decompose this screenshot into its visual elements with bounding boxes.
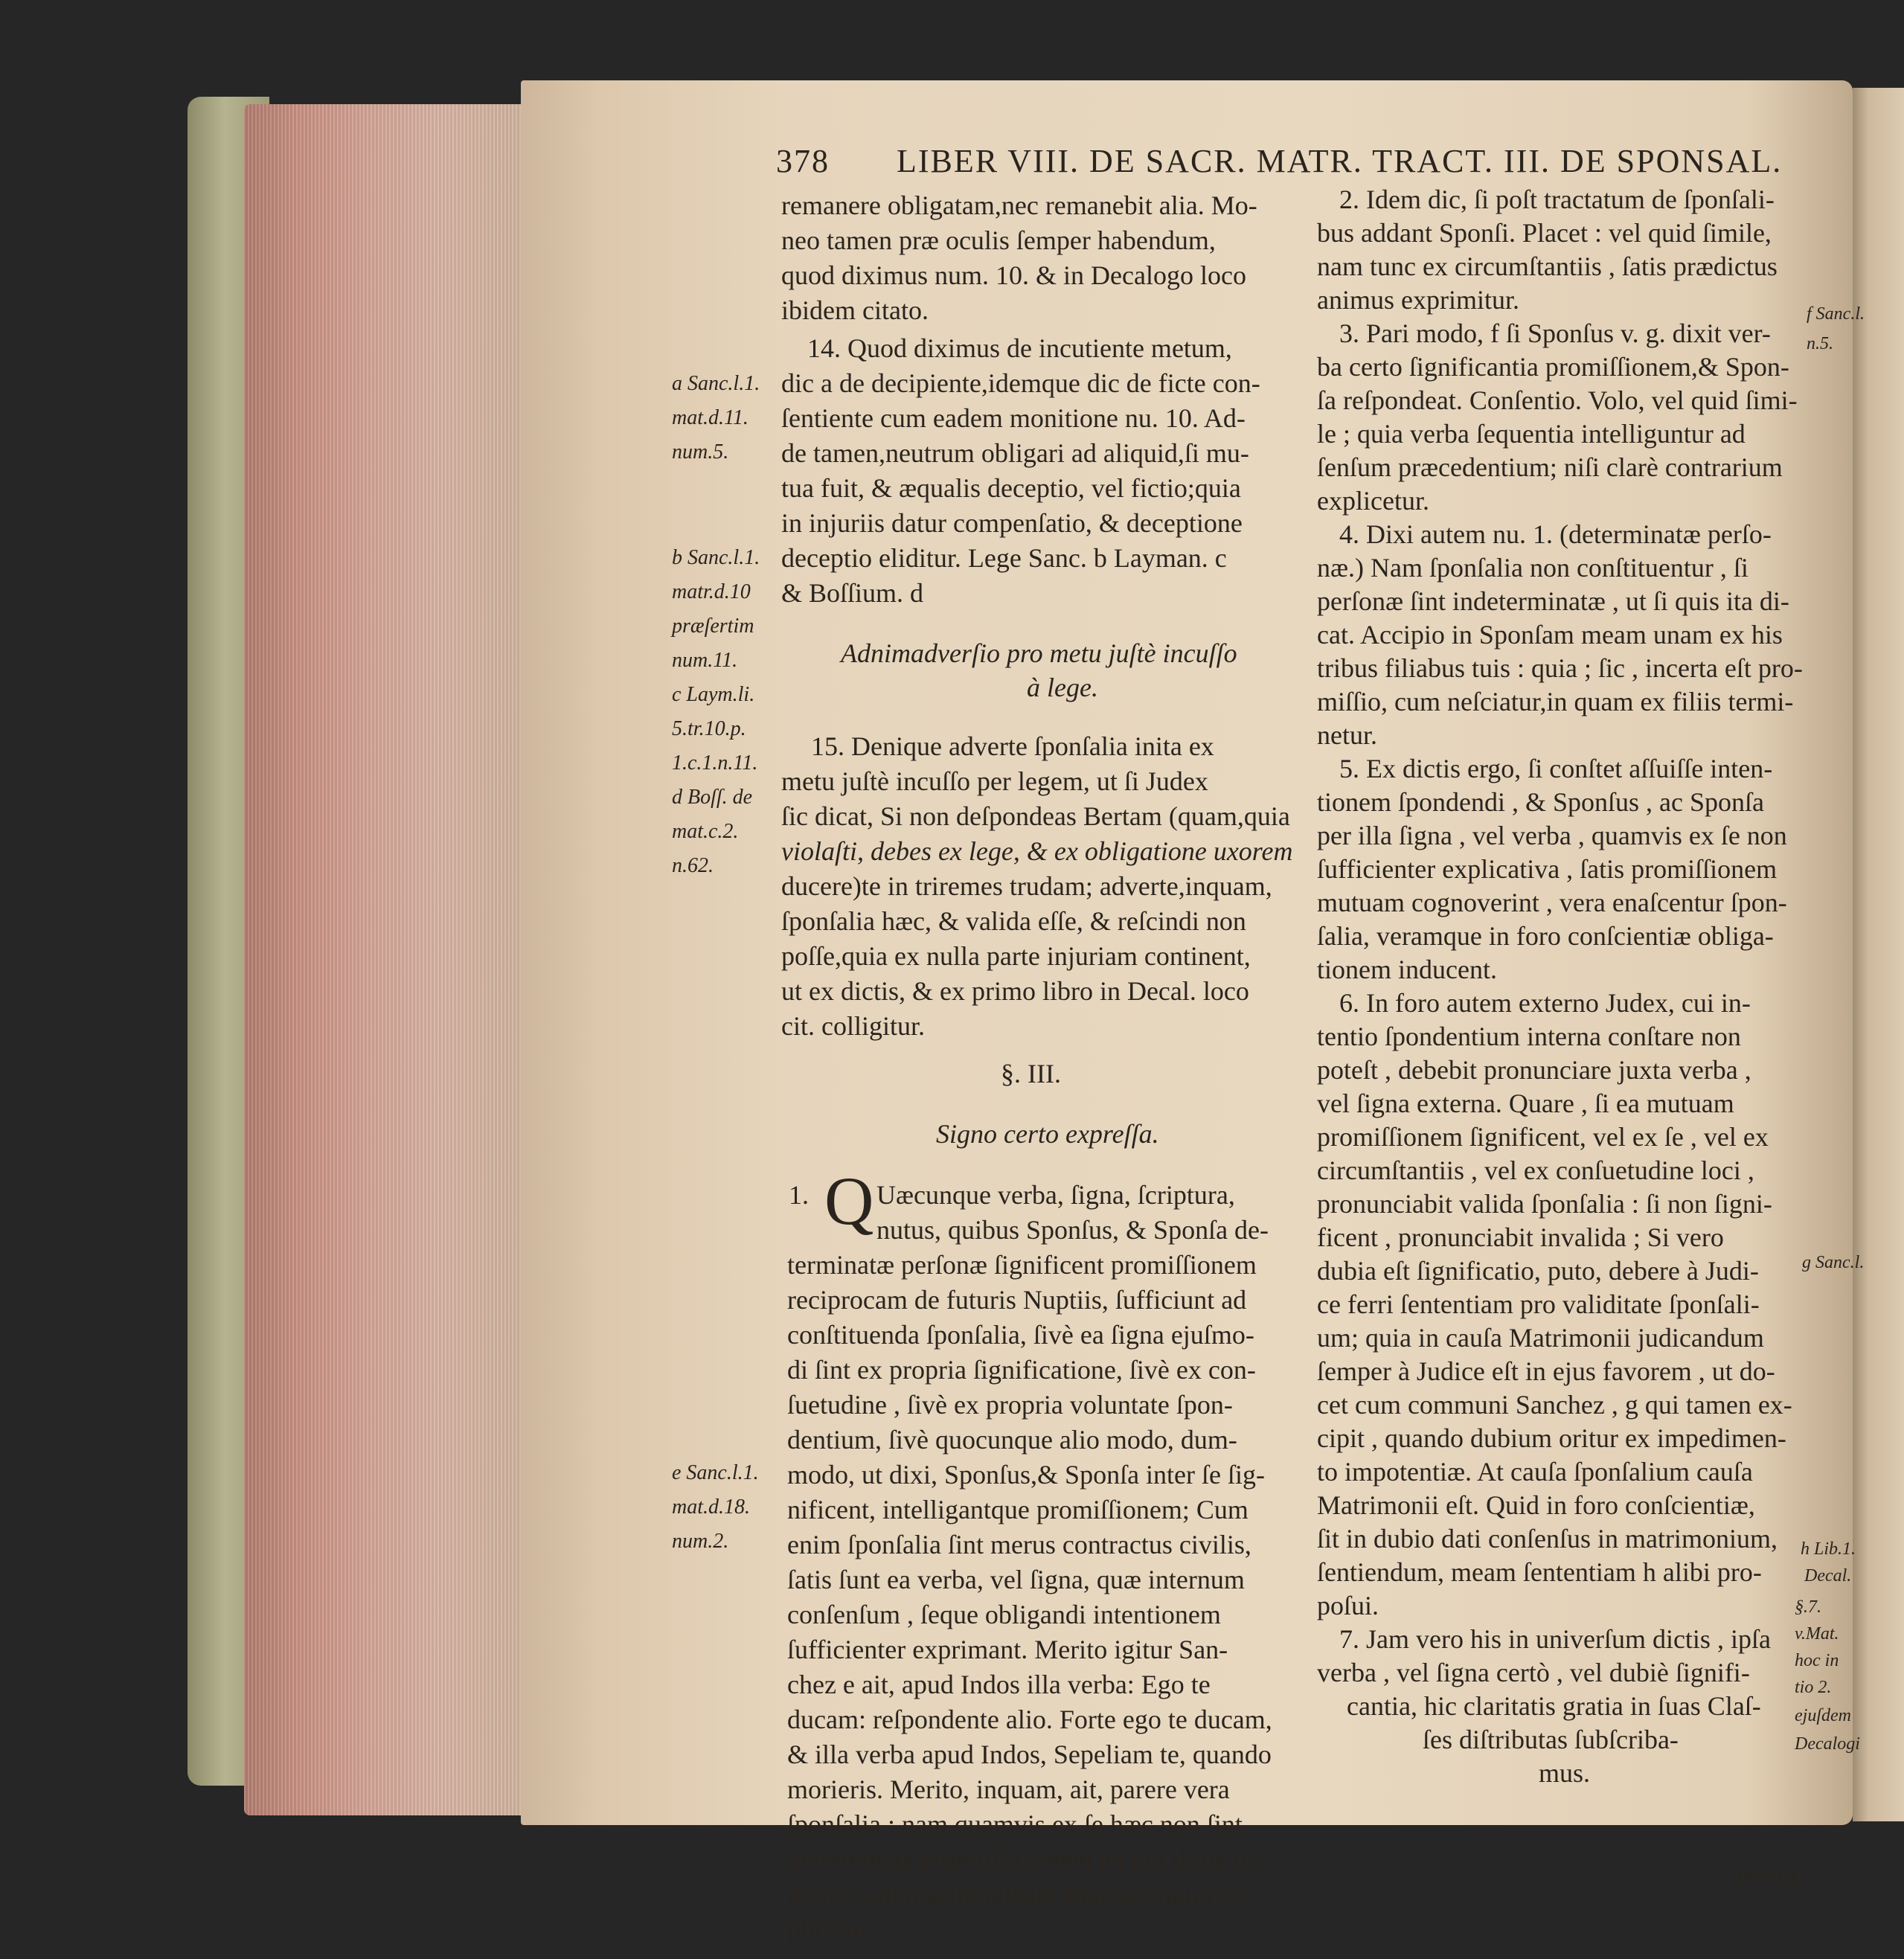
text-line: dentium, ſivè quocunque alio modo, dum- xyxy=(787,1425,1237,1455)
margin-note: d Boſſ. de xyxy=(672,786,753,809)
text-line: poſſe,quia ex nulla parte injuriam continent, xyxy=(781,941,1251,971)
text-line: ſponſalia ; nam quamvis ex ſe hæc non ſint xyxy=(787,1809,1243,1839)
text-line: ſatis ſunt ea verba, vel ſigna, quæ internum xyxy=(787,1565,1245,1594)
margin-note: num.11. xyxy=(672,649,738,672)
text-line: ficent , pronunciabit invalida ; Si vero xyxy=(1317,1222,1724,1252)
text-line: tribus filiabus tuis : quia ; ſic , incerta eſt pro- xyxy=(1317,653,1803,683)
section-mark: §. III. xyxy=(1001,1059,1061,1088)
text-line: modo, ut dixi, Sponſus,& Sponſa inter ſe ſig- xyxy=(787,1460,1265,1490)
text-line: ſalia, veramque in foro conſcientiæ obliga- xyxy=(1317,921,1774,951)
text-line: tionem ſpondendi , & Sponſus , ac Sponſa xyxy=(1317,787,1764,817)
text-line: determinata promiſſio,tamen ex uſu illius re- xyxy=(787,1844,1262,1874)
next-page-edge xyxy=(1853,88,1904,1821)
text-line: remanere obligatam,nec remanebit alia. Mo- xyxy=(781,190,1257,220)
text-line: de tamen,neutrum obligari ad aliquid,ſi mu- xyxy=(781,438,1249,468)
margin-note: 1.c.1.n.11. xyxy=(672,751,758,775)
page-edges xyxy=(244,104,527,1815)
text-line: cet cum communi Sanchez , g qui tamen ex- xyxy=(1317,1390,1792,1420)
text-line: ſuetudine , ſivè ex propria voluntate ſpon- xyxy=(787,1390,1233,1420)
text-line: poteſt , debebit pronunciare juxta verba , xyxy=(1317,1055,1751,1085)
text-line: di ſint ex propria ſignificatione, ſivè ex con- xyxy=(787,1355,1256,1385)
text-line: violaſti, debes ex lege, & ex obligatione uxorem xyxy=(781,836,1293,866)
text-line: terminatæ perſonæ ſignificent promiſſionem xyxy=(787,1250,1257,1280)
margin-note: mat.d.11. xyxy=(672,406,749,429)
text-line: ibidem citato. xyxy=(781,295,929,325)
text-line: tua fuit, & æqualis deceptio, vel fictio;quia xyxy=(781,473,1241,503)
margin-note: e Sanc.l.1. xyxy=(672,1461,759,1484)
text-line: Uæcunque verba, ſigna, ſcriptura, xyxy=(876,1180,1235,1210)
text-line: tionem inducent. xyxy=(1317,955,1497,984)
text-line: gionis, animus ſpondendi Matrimonium ex- xyxy=(787,1879,1254,1909)
margin-note: mat.c.2. xyxy=(672,820,739,843)
text-line: ut ex dictis, & ex primo libro in Decal. loco xyxy=(781,976,1249,1006)
margin-note: num.2. xyxy=(672,1530,729,1553)
text-line: cantia, hic claritatis gratia in ſuas Claſ- xyxy=(1347,1691,1761,1721)
text-line: 5. Ex dictis ergo, ſi conſtet aſſuiſſe inten- xyxy=(1339,754,1773,783)
margin-note: f Sanc.l. xyxy=(1807,304,1865,324)
text-line: dubia eſt ſignificatio, puto, debere à Judi- xyxy=(1317,1256,1759,1286)
margin-note: g Sanc.l. xyxy=(1802,1253,1865,1272)
text-line: cit. colligitur. xyxy=(781,1011,925,1041)
text-line: animus exprimitur. xyxy=(1317,285,1519,315)
margin-note: Decalogi xyxy=(1795,1734,1860,1754)
text-line: ſufficienter exprimant. Merito igitur San- xyxy=(787,1635,1228,1664)
text-line: 2. Idem dic, ſi poſt tractatum de ſponſali- xyxy=(1339,185,1775,214)
text-line: cat. Accipio in Sponſam meam unam ex his xyxy=(1317,620,1783,650)
text-line: ducam: reſpondente alio. Forte ego te ducam, xyxy=(787,1705,1272,1734)
text-line: perſonæ ſint indeterminatæ , ut ſi quis ita di- xyxy=(1317,586,1789,616)
text-line: um; quia in cauſa Matrimonii judicandum xyxy=(1317,1323,1764,1353)
paragraph-number: 1. xyxy=(789,1180,809,1210)
text-line: ſic dicat, Si non deſpondeas Bertam (quam,quia xyxy=(781,801,1290,831)
margin-note: Decal. xyxy=(1804,1566,1852,1586)
margin-note: hoc in xyxy=(1795,1651,1839,1670)
margin-note: tio 2. xyxy=(1795,1678,1832,1697)
text-line: vel ſigna externa. Quare , ſi ea mutuam xyxy=(1317,1088,1734,1118)
margin-note: c Laym.li. xyxy=(672,683,755,706)
text-line: conſenſum , ſeque obligandi intentionem xyxy=(787,1600,1221,1629)
text-line: 6. In foro autem externo Judex, cui in- xyxy=(1339,988,1751,1018)
text-line: nificent, intelligantque promiſſionem; Cum xyxy=(787,1495,1249,1524)
text-line: ſentiendum, meam ſententiam h alibi pro- xyxy=(1317,1557,1762,1587)
subheading: Adnimadverſio pro metu juſtè incuſſo xyxy=(841,638,1237,668)
text-line: miſſio, cum neſciatur,in quam ex filiis termi- xyxy=(1317,687,1794,716)
text-line: ſponſalia hæc, & valida eſſe, & reſcindi non xyxy=(781,906,1246,936)
text-line: netur. xyxy=(1317,720,1377,750)
text-line: dic a de decipiente,idemque dic de ficte con- xyxy=(781,368,1260,398)
text-line: nam tunc ex circumſtantiis , ſatis prædictus xyxy=(1317,251,1778,281)
section-heading: Signo certo expreſſa. xyxy=(936,1119,1159,1149)
text-line: 14. Quod diximus de incutiente metum, xyxy=(807,333,1232,363)
text-line: ſufficienter explicativa , ſatis promiſſionem xyxy=(1317,854,1778,884)
text-line: ſenſum præcedentium; niſi clarè contrarium xyxy=(1317,452,1783,482)
text-line: conſtituenda ſponſalia, ſivè ea ſigna ejuſmo- xyxy=(787,1320,1254,1350)
margin-note: n.62. xyxy=(672,854,714,877)
subheading: à lege. xyxy=(1027,673,1098,702)
text-line: deceptio eliditur. Lege Sanc. b Layman. c xyxy=(781,543,1227,573)
text-line: reciprocam de futuris Nuptiis, ſufficiunt ad xyxy=(787,1285,1247,1315)
text-line: ba certo ſignificantia promiſſionem,& Spon- xyxy=(1317,352,1789,382)
margin-note: b Sanc.l.1. xyxy=(672,546,760,569)
running-title: LIBER VIII. DE SACR. MATR. TRACT. III. DE SPONSAL. xyxy=(897,143,1783,179)
text-line: poſui. xyxy=(1317,1591,1379,1620)
margin-note: præſertim xyxy=(672,615,754,638)
margin-note: v.Mat. xyxy=(1795,1624,1839,1644)
text-line: ducere)te in triremes trudam; adverte,inquam, xyxy=(781,871,1272,901)
text-line: morieris. Merito, inquam, ait, parere vera xyxy=(787,1774,1230,1804)
text-line: plicatur. xyxy=(787,1914,874,1944)
catchword: Verba, xyxy=(1734,1860,1803,1890)
drop-cap: Q xyxy=(824,1163,874,1239)
text-line: per illa ſigna , vel verba , quamvis ex ſe non xyxy=(1317,821,1787,850)
margin-note: n.5. xyxy=(1807,334,1833,353)
text-line: Matrimonii eſt. Quid in foro conſcientiæ, xyxy=(1317,1490,1755,1520)
text-line: chez e ait, apud Indos illa verba: Ego te xyxy=(787,1670,1211,1699)
margin-note: a Sanc.l.1. xyxy=(672,372,760,395)
margin-note: 5.tr.10.p. xyxy=(672,717,746,740)
text-line: pronunciabit valida ſponſalia : ſi non ſigni- xyxy=(1317,1189,1772,1219)
margin-note: ejuſdem xyxy=(1795,1706,1851,1725)
text-line: ſa reſpondeat. Conſentio. Volo, vel quid ſimi- xyxy=(1317,385,1798,415)
text-line: metu juſtè incuſſo per legem, ut ſi Judex xyxy=(781,766,1208,796)
text-line: nutus, quibus Sponſus, & Sponſa de- xyxy=(876,1215,1269,1245)
text-line: tentio ſpondentium interna conſtare non xyxy=(1317,1022,1741,1051)
text-line: neo tamen præ oculis ſemper habendum, xyxy=(781,225,1216,255)
text-line: to impotentiæ. At cauſa ſponſalium cauſa xyxy=(1317,1457,1753,1487)
text-line: næ.) Nam ſponſalia non conſtituentur , ſi xyxy=(1317,553,1748,583)
text-line: enim ſponſalia ſint merus contractus civilis, xyxy=(787,1530,1251,1559)
text-line: explicetur. xyxy=(1317,486,1429,516)
text-line: & illa verba apud Indos, Sepeliam te, quando xyxy=(787,1740,1272,1769)
margin-note: §.7. xyxy=(1795,1597,1821,1617)
margin-note: matr.d.10 xyxy=(672,580,751,603)
text-line: mus. xyxy=(1539,1758,1591,1788)
text-line: quod diximus num. 10. & in Decalogo loco xyxy=(781,260,1246,290)
text-line: ce ferri ſententiam pro validitate ſponſali- xyxy=(1317,1289,1760,1319)
text-line: 4. Dixi autem nu. 1. (determinatæ perſo- xyxy=(1339,519,1772,549)
text-line: circumſtantiis , vel ex conſuetudine loci , xyxy=(1317,1155,1754,1185)
text-line: le ; quia verba ſequentia intelliguntur ad xyxy=(1317,419,1746,449)
text-line: bus addant Sponſi. Placet : vel quid ſimile, xyxy=(1317,218,1772,248)
margin-note: h Lib.1. xyxy=(1801,1539,1856,1559)
margin-note: mat.d.18. xyxy=(672,1495,750,1519)
text-line: ſes diſtributas ſubſcriba- xyxy=(1423,1725,1679,1754)
text-line: cipit , quando dubium oritur ex impedimen- xyxy=(1317,1423,1786,1453)
text-line: mutuam cognoverint , vera enaſcentur ſpon- xyxy=(1317,888,1787,917)
text-line: verba , vel ſigna certò , vel dubiè ſignifi- xyxy=(1317,1658,1750,1687)
text-line: 7. Jam vero his in univerſum dictis , ipſa xyxy=(1339,1624,1771,1654)
text-line: ſemper à Judice eſt in ejus favorem , ut do- xyxy=(1317,1356,1775,1386)
text-line: ſentiente cum eadem monitione nu. 10. Ad- xyxy=(781,403,1246,433)
margin-note: num.5. xyxy=(672,440,729,464)
text-line: & Boſſium. d xyxy=(781,578,924,608)
text-line: promiſſionem ſignificent, vel ex ſe , vel ex xyxy=(1317,1122,1769,1152)
text-line: 15. Denique adverte ſponſalia inita ex xyxy=(811,731,1214,761)
page-number: 378 xyxy=(776,143,830,179)
text-line: 3. Pari modo, f ſi Sponſus v. g. dixit ver- xyxy=(1339,318,1771,348)
text-line: ſit in dubio dati conſenſus in matrimonium, xyxy=(1317,1524,1778,1554)
text-line: in injuriis datur compenſatio, & deceptione xyxy=(781,508,1243,538)
